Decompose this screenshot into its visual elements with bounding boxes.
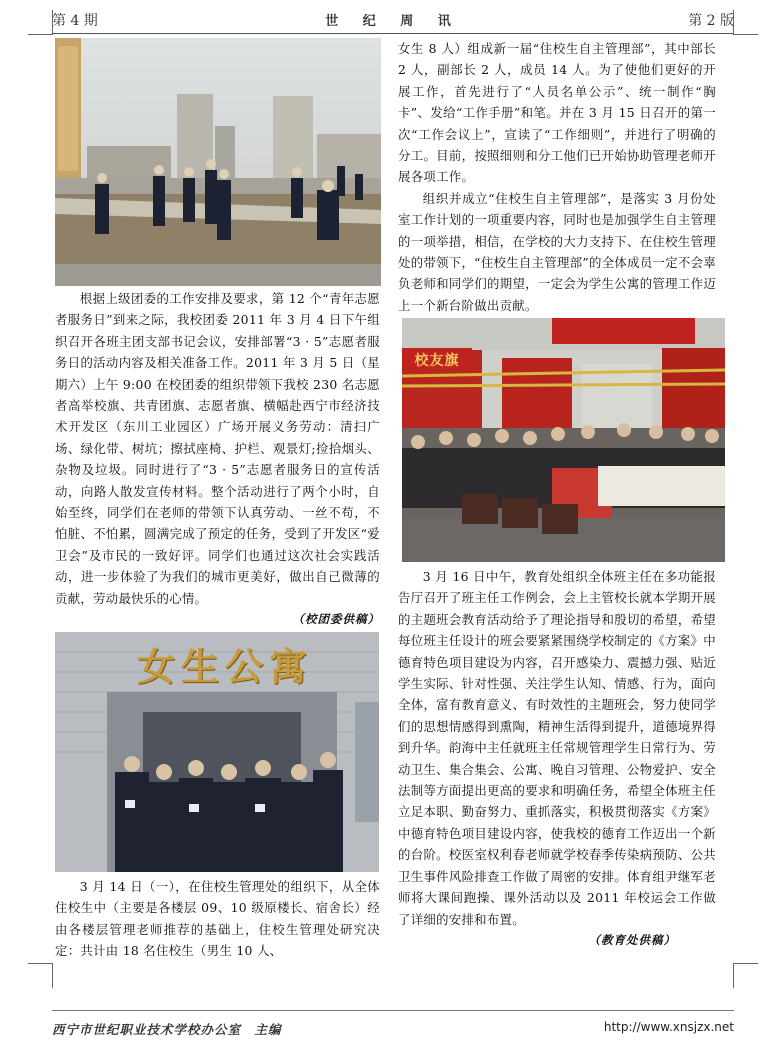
left-column-text — [55, 288, 380, 629]
crop-mark-bottom-right — [733, 963, 758, 988]
photo-volunteers-cleaning — [55, 38, 381, 286]
footer-rule — [52, 1010, 734, 1011]
left-column-bottom-text — [55, 876, 380, 962]
article-volunteer-day: 根据上级团委的工作安排及要求，第 12 个“青年志愿者服务日”到来之际，我校团委 2011 年 3 月 4 日下午组织召开各班主团支部书记会议，安排部署“3 · 5”志愿者服务日的活动内容及相关准备工作。2011 年 3 月 5 日（星期六）上午 9:00 在校团委的组织带领下我校 230 名志愿者高举校旗、共青团旗、志愿者旗、横幅赴西宁市经济技术开发区（东川工业园区）广场开展义务劳动：清扫广场、绿化带、树坑；擦拭座椅、护栏、观景灯;捡拾烟头、杂物及垃圾。同时进行了“3 · 5”志愿者服务日的宣传活动，向路人散发宣传材料。整个活动进行了两个小时，自始至终，同学们在老师的带领下认真劳动、一丝不苟，不怕脏、不怕累，圆满完成了预定的任务，受到了开发区“爱卫会”及市民的一致好评。同学们也通过这次社会实践活动，进一步体验了为我们的城市更美好，做出自己微薄的贡献，劳动最快乐的心情。 — [55, 291, 380, 606]
crop-mark-bottom-left — [28, 963, 53, 988]
hall-banner-text: 校友旗 — [414, 353, 460, 369]
article-dorm-self-management-para2: 组织并成立“住校生自主管理部”，是落实 3 月份处室工作计划的一项重要内容，同时也是加强学生自主管理的一项举措，相信，在学校的大力支持下、在住校生管理处的带领下，“住校生自主管理部”的全体成员一定不会辜负老师和同学们的期望，一定会为学生公寓的管理工作迈上一个新台阶做出贡献。 — [398, 190, 716, 313]
crop-mark-top-right — [733, 10, 758, 35]
article-dorm-self-management-cont: 女生 8 人）组成新一届“住校生自主管理部”，其中部长 2 人，副部长 2 人，成员 14 人。为了使他们更好的开展工作，首先进行了“人员名单公示”、统一制作“胸卡”、发给“工作手册”和笔。并在 3 月 15 日召开的第一次“工作会议上”，宣读了“工作细则”，并进行了明确的分工。目前，按照细则和分工他们已开始协助管理老师开展各项工作。 — [398, 41, 716, 185]
right-column-bottom-text — [398, 566, 716, 950]
issue-number: 第 4 期 — [52, 13, 98, 29]
header-rule — [52, 33, 734, 34]
source-education-office: （教育处供稿） — [588, 932, 676, 947]
page-number: 第 2 版 — [688, 13, 734, 29]
source-youth-league: （校团委供稿） — [292, 612, 380, 627]
photo-dormitory-group — [55, 632, 379, 872]
newsletter-title: 世 纪 周 讯 — [325, 14, 461, 29]
crop-mark-top-left — [28, 10, 53, 35]
right-column-top-text — [398, 38, 716, 336]
article-dorm-self-management-start: 3 月 14 日（一），在住校生管理处的组织下，从全体住校生中（主要是各楼层 09、10 级原楼长、宿舍长）经由各楼层管理老师推荐的基础上，住校生管理处研究决定：共计由 18 名住校生（男生 10 人、 — [55, 879, 380, 959]
dormitory-sign: 女生公寓 — [136, 644, 313, 689]
page-header — [52, 10, 734, 32]
footer-editor: 西宁市世纪职业技术学校办公室 主编 — [52, 1022, 282, 1037]
article-head-teacher-meeting: 3 月 16 日中午，教育处组织全体班主任在多功能报告厅召开了班主任工作例会，会上主管校长就本学期开展的主题班会教育活动给予了理论指导和殷切的希望，希望每位班主任设计的班会要紧紧围绕学校制定的《方案》中德育特色项目建设为内容，召开感染力、震撼力强、贴近学生实际、针对性强、关注学生认知、情感、行为，面向全体，富有教育意义、有时效性的主题班会，努力使同学们的思想情感得到熏陶，精神生活得到提升，道德境界得到升华。韵海中主任就班主任常规管理学生日常行为、劳动卫生、集合集会、公寓、晚自习管理、公物爱护、安全法制等方面提出更高的要求和明确任务，希望全体班主任立足本职、勤奋努力、重抓落实，积极贯彻落实《方案》中德育特色项目建设内容，使我校的德育工作迈出一个新的台阶。校医室权利春老师就学校春季传染病预防、公共卫生事件风险排查工作做了周密的安排。体育组尹继军老师将大课间跑操、课外活动以及 2011 年校运会工作做了详细的安排和布置。 — [398, 569, 716, 927]
photo-teacher-meeting — [402, 318, 725, 562]
footer-website-link[interactable]: http://www.xnsjzx.net — [603, 1020, 734, 1034]
